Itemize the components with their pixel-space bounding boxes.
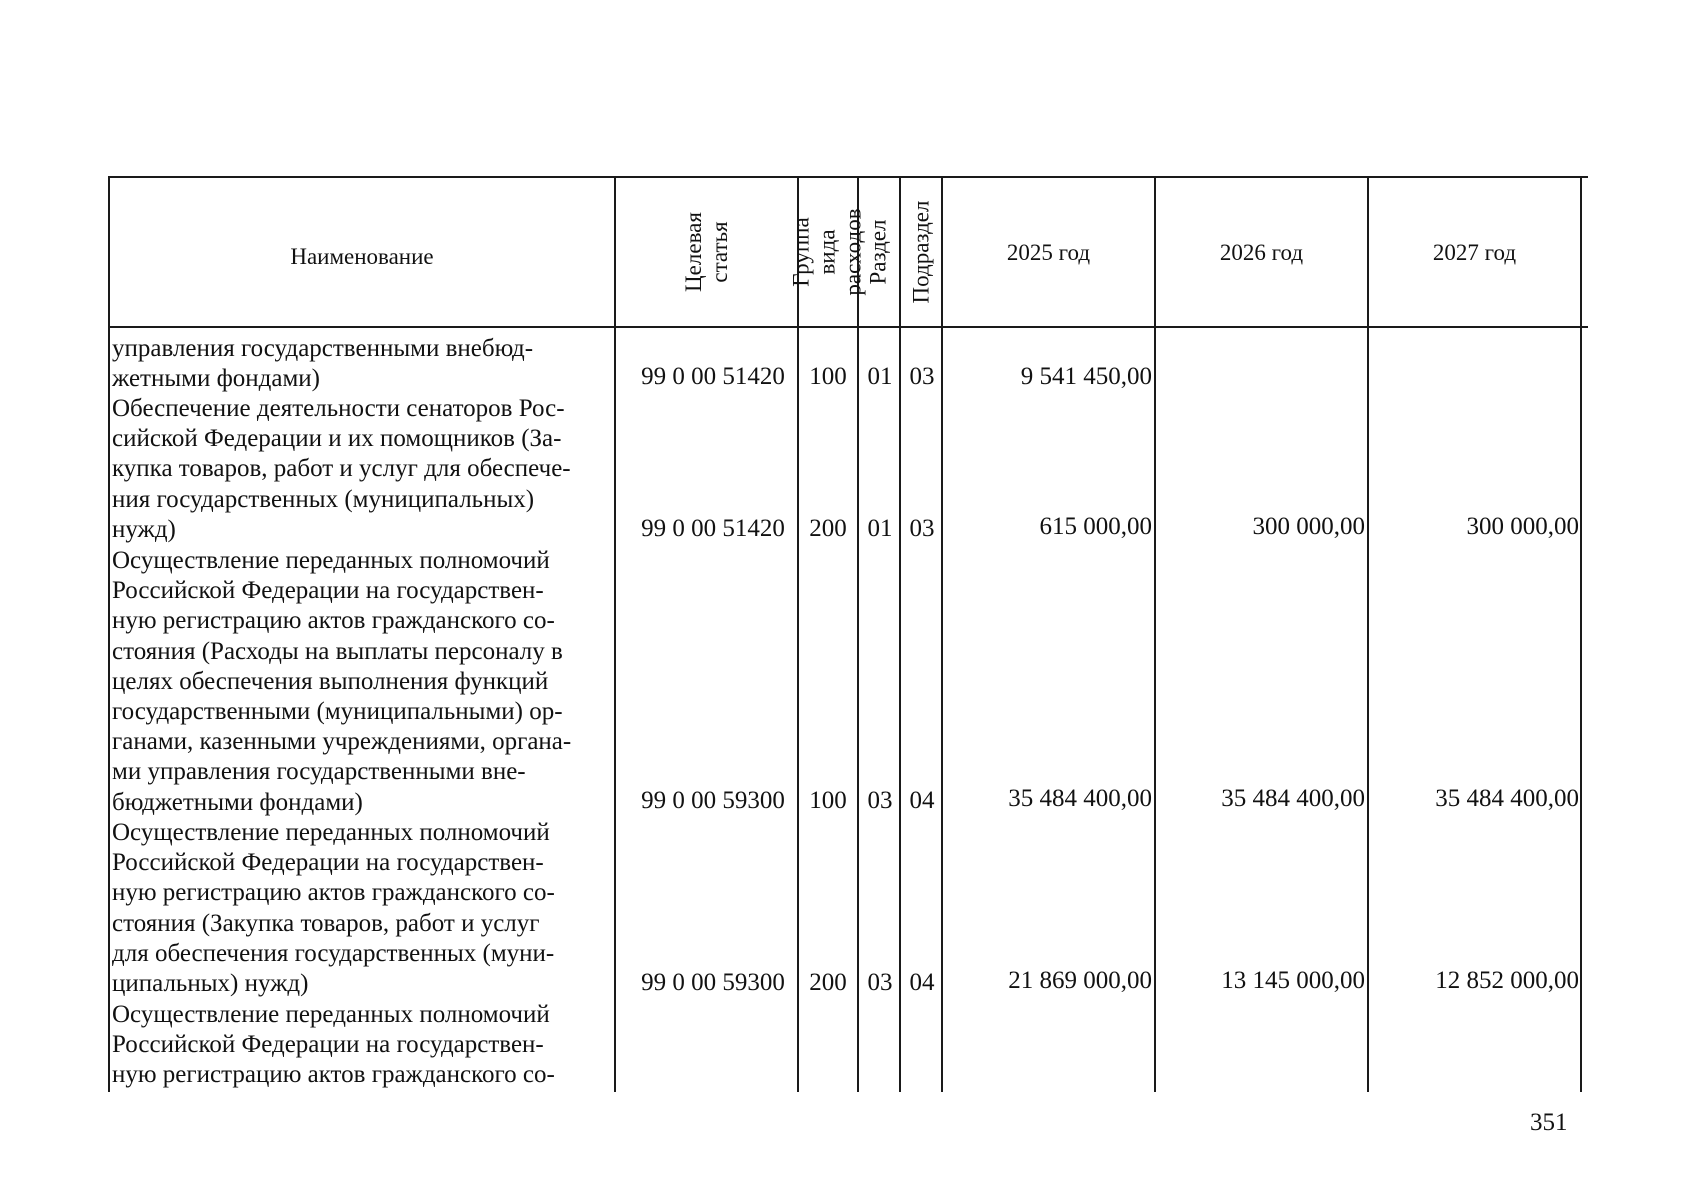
table-row-code: 99 0 00 59300 [641,969,785,996]
table-row-2027: 300 000,00 [1466,513,1579,540]
table-row-code: 99 0 00 51420 [641,363,785,390]
table-row-2025: 21 869 000,00 [1008,967,1152,994]
table-row-code: 99 0 00 51420 [641,515,785,542]
header-target-article-label: Целевая статья [680,212,732,292]
header-section [859,178,899,326]
table-row-name: Обеспечение деятельности сенаторов Рос- сийской Федерации и их помощников (За- купка товаров, работ и услуг для обеспече- ния государственных (муниципальных) нужд) [112,395,571,543]
header-2025: 2025 год [1006,240,1091,265]
table-row-section: 03 [867,969,893,996]
table-row-code: 99 0 00 59300 [641,787,785,814]
column-divider-2026 [1367,176,1369,1092]
table-row-2025: 9 541 450,00 [1020,363,1152,390]
table-row-subsection: 03 [909,515,935,542]
header-subsection [901,178,941,326]
table-row-group: 200 [809,969,847,996]
column-divider-2025 [1154,176,1156,1092]
table-row-2026: 13 145 000,00 [1221,967,1365,994]
table-row-group: 100 [809,787,847,814]
header-name: Наименование [290,244,434,269]
table-row-name: Осуществление переданных полномочий Российской Федерации на государствен- ную регистрацию актов гражданского со- стояния (Закупка товаров, работ и услуг для обеспечения государственных (муни- ципальных) нужд) [112,819,555,998]
table-row-2026: 300 000,00 [1252,513,1365,540]
header-bottom-border [108,326,1588,328]
header-target-article [616,178,797,326]
table-row-section: 01 [867,363,893,390]
table-row-group: 100 [809,363,847,390]
header-2027: 2027 год [1432,240,1517,265]
table-row-name: Осуществление переданных полномочий Российской Федерации на государствен- ную регистрацию актов гражданского со- [112,1001,555,1089]
table-row-2026: 35 484 400,00 [1221,785,1365,812]
table-row-name: управления государственными внебюд- жетными фондами) [112,335,534,393]
table-row-name: Осуществление переданных полномочий Российской Федерации на государствен- ную регистрацию актов гражданского со- стояния (Расходы на выплаты персоналу в целях обеспечения выполнения функций государственными (муниципальными) ор- ганами, казенными учреждениями, органа- ми управления государственными вне- бюджетными фондами) [112,547,572,816]
column-divider-subsection [941,176,943,1092]
table-row-2025: 35 484 400,00 [1008,785,1152,812]
header-expense-group [789,178,867,326]
header-expense-group-label: Группа вида расходов [789,208,867,296]
table-row-2025: 615 000,00 [1039,513,1152,540]
table-right-border [1580,176,1582,1092]
table-row-section: 01 [867,515,893,542]
table-row-2027: 12 852 000,00 [1435,967,1579,994]
table-row-subsection: 04 [909,969,935,996]
table-row-group: 200 [809,515,847,542]
page-number: 351 [1530,1109,1568,1136]
header-subsection-label: Подраздел [908,200,934,304]
header-section-label: Раздел [866,219,891,285]
header-2026: 2026 год [1219,240,1304,265]
table-row-subsection: 03 [909,363,935,390]
table-row-subsection: 04 [909,787,935,814]
table-row-section: 03 [867,787,893,814]
table-row-2027: 35 484 400,00 [1435,785,1579,812]
table-left-border [108,176,110,1092]
